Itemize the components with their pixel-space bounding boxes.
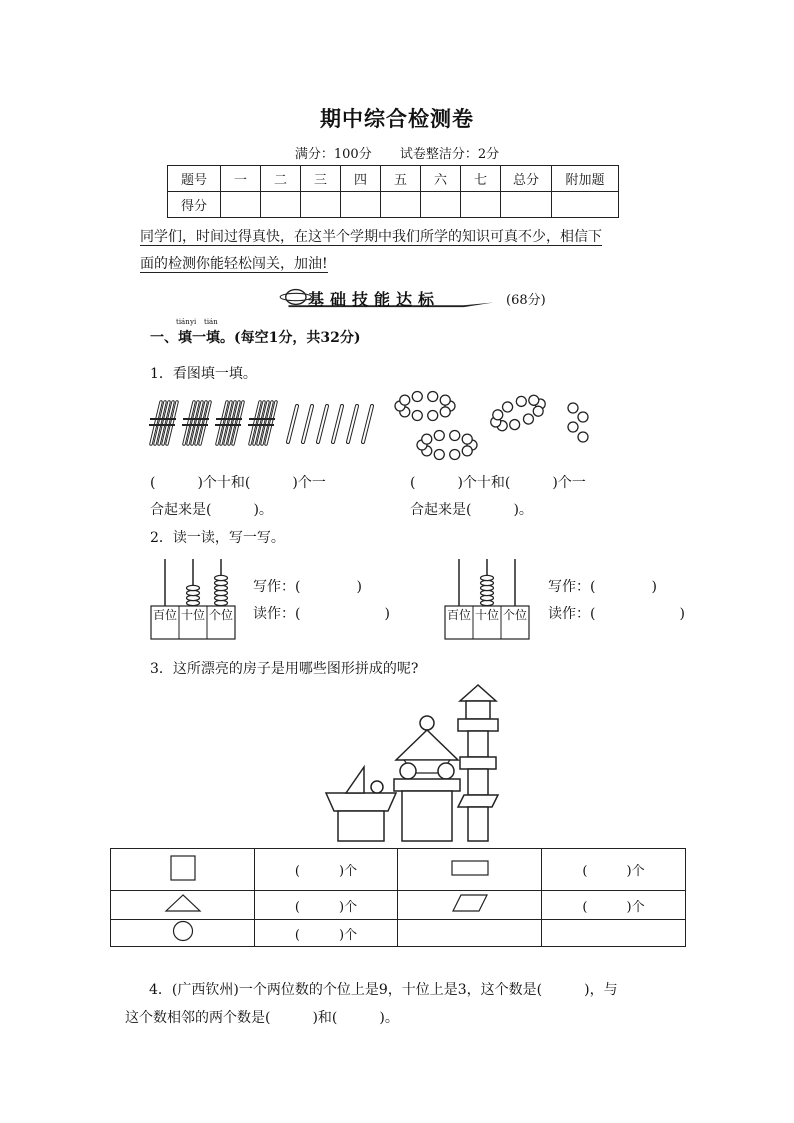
single-stick-highlight [318, 406, 327, 442]
bead [434, 450, 444, 460]
parallelogram-roof-left [326, 793, 396, 811]
place-label-ones: 个位 [208, 608, 233, 622]
score-cell[interactable] [221, 192, 261, 218]
section-prefix: 一、 [150, 330, 178, 346]
subtitle [0, 143, 794, 162]
tower-rectangle [468, 769, 488, 795]
abacus-beads-tens [481, 575, 494, 605]
parallelogram-icon [452, 894, 488, 912]
shapes-count-table [110, 848, 686, 947]
score-header-cell: 七 [461, 166, 501, 192]
bead [440, 407, 450, 417]
single-stick-highlight [303, 406, 312, 442]
roof-triangle [396, 730, 458, 760]
section-char: 填 [178, 330, 192, 346]
score-cell[interactable] [261, 192, 301, 218]
bead [515, 395, 528, 408]
score-table [167, 165, 619, 218]
score-table-score-row [168, 192, 619, 218]
bead [462, 434, 472, 444]
shape-cell-triangle [111, 891, 255, 920]
score-cell[interactable] [381, 192, 421, 218]
q2-left-read: 读作：( ) [253, 606, 390, 622]
stick-bundles [149, 402, 276, 444]
score-table-header-row [168, 166, 619, 192]
pinyin: yi [190, 318, 197, 326]
bead [462, 446, 472, 456]
bead [422, 434, 432, 444]
tower-rectangle [468, 731, 488, 757]
tower-parallelogram [458, 795, 498, 807]
middle-circle-left [400, 763, 416, 779]
left-square [338, 811, 384, 841]
q1-left-line2: 合起来是( )。 [150, 502, 273, 518]
pinyin: tián [176, 318, 190, 326]
bead-groups [395, 389, 588, 460]
single-stick-highlight [348, 406, 357, 442]
tower-rectangle [458, 719, 498, 731]
score-header-cell: 一 [221, 166, 261, 192]
bead-ring [417, 430, 477, 459]
question-3-label: 3．这所漂亮的房子是用哪些图形拼成的呢? [150, 661, 419, 677]
stick-bundle [182, 402, 210, 444]
tower-square [466, 701, 490, 719]
count-cell[interactable]: ( )个 [542, 891, 686, 920]
abacus-bead [481, 575, 494, 580]
banner-score: (68分) [506, 293, 546, 308]
full-score: 满分：100分 [294, 147, 372, 162]
single-stick-highlight [288, 406, 297, 442]
score-header-cell: 三 [301, 166, 341, 192]
count-cell[interactable]: ( )个 [255, 920, 398, 947]
abacus-left [148, 556, 238, 642]
question-2-label: 2．读一读，写一写。 [150, 530, 285, 546]
q1-right-line1: ( )个十和( )个一 [410, 475, 586, 491]
bead [568, 403, 578, 413]
abacus-bead [187, 585, 200, 590]
bead [450, 450, 460, 460]
score-cell[interactable] [552, 192, 619, 218]
middle-square [402, 791, 452, 841]
stick-bundle [215, 402, 243, 444]
triangle-icon [165, 894, 201, 912]
tower-triangle [460, 685, 496, 701]
score-row-label: 得分 [168, 192, 221, 218]
tower-rectangle [460, 757, 496, 769]
shape-cell-parallelogram [398, 891, 542, 920]
bead [440, 395, 450, 405]
question-1-label: 1．看图填一填。 [150, 366, 257, 382]
q4-line-1: 4．(广西钦州)一个两位数的个位上是9，十位上是3，这个数是( )，与 [149, 982, 618, 998]
banner-title: 基础技能达标 [308, 290, 441, 309]
bead [434, 430, 444, 440]
score-cell[interactable] [301, 192, 341, 218]
tower-base-rectangle [468, 807, 488, 841]
bead [412, 391, 422, 401]
intro-paragraph [140, 224, 660, 278]
empty-cell [542, 920, 686, 947]
place-label-hundreds: 百位 [446, 608, 471, 622]
place-label-tens: 十位 [474, 608, 499, 622]
score-header-cell: 总分 [501, 166, 552, 192]
square-icon [170, 855, 196, 881]
abacus-beads-ones [215, 575, 228, 605]
q2-left-write: 写作：( ) [253, 579, 362, 595]
small-circle [371, 781, 383, 793]
bead [400, 395, 410, 405]
shape-cell-rectangle [398, 849, 542, 891]
score-cell[interactable] [501, 192, 552, 218]
score-header-cell: 五 [381, 166, 421, 192]
q4-line-2: 这个数相邻的两个数是( )和( )。 [125, 1010, 399, 1026]
bead [578, 432, 588, 442]
shapes-row [111, 891, 686, 920]
bead [508, 418, 521, 431]
bead [522, 413, 535, 426]
top-circle [420, 716, 434, 730]
rectangle-icon [451, 860, 489, 876]
score-header-cell: 附加题 [552, 166, 619, 192]
score-header-cell: 二 [261, 166, 301, 192]
shapes-row [111, 920, 686, 947]
score-header-cell: 题号 [168, 166, 221, 192]
abacus-right [442, 556, 532, 642]
single-stick-highlight [333, 406, 342, 442]
abacus-beads-tens [187, 585, 200, 605]
sticks-picture [145, 398, 385, 448]
section-heading [150, 318, 361, 347]
bead-ring [486, 389, 551, 438]
score-cell[interactable] [341, 192, 381, 218]
shapes-row [111, 849, 686, 891]
bead [501, 400, 514, 413]
q2-right-read: 读作：( ) [548, 606, 685, 622]
bead [578, 412, 588, 422]
question-4 [125, 976, 685, 1032]
count-cell[interactable]: ( )个 [542, 849, 686, 891]
house-picture [320, 683, 520, 843]
bead [450, 430, 460, 440]
middle-rectangle [394, 779, 460, 791]
count-cell[interactable]: ( )个 [255, 891, 398, 920]
place-label-hundreds: 百位 [152, 608, 177, 622]
score-header-cell: 四 [341, 166, 381, 192]
q2-right-write: 写作：( ) [548, 579, 657, 595]
circle-icon [172, 920, 194, 942]
page-title: 期中综合检测卷 [320, 106, 474, 131]
stick-bundle [149, 402, 177, 444]
bead [428, 411, 438, 421]
section-char: 填 [206, 330, 220, 346]
empty-cell [398, 920, 542, 947]
single-sticks [288, 406, 372, 442]
shape-cell-square [111, 849, 255, 891]
single-stick-highlight [363, 406, 372, 442]
intro-line-1: 同学们，时间过得真快，在这半个学期中我们所学的知识可真不少，相信下 [140, 229, 602, 245]
bead [428, 391, 438, 401]
middle-circle-right [438, 763, 454, 779]
score-cell[interactable] [421, 192, 461, 218]
bead [412, 411, 422, 421]
triangle-flag [346, 767, 364, 793]
q1-left-line1: ( )个十和( )个一 [150, 475, 326, 491]
bead-ring [395, 391, 455, 420]
pinyin: tián [204, 318, 218, 326]
score-cell[interactable] [461, 192, 501, 218]
intro-line-2: 面的检测你能轻松闯关，加油! [140, 256, 328, 272]
section-char: 一 [192, 330, 206, 346]
abacus-bead [215, 575, 228, 580]
q1-right-line2: 合起来是( )。 [410, 502, 533, 518]
bead [568, 422, 578, 432]
neatness-score: 试卷整洁分：2分 [399, 147, 500, 162]
beads-picture [390, 385, 610, 465]
planet-icon [286, 290, 306, 305]
shape-cell-circle [111, 920, 255, 947]
place-label-ones: 个位 [502, 608, 527, 622]
score-header-cell: 六 [421, 166, 461, 192]
section-suffix: 。(每空1分，共32分) [220, 330, 361, 346]
count-cell[interactable]: ( )个 [255, 849, 398, 891]
place-label-tens: 十位 [180, 608, 205, 622]
stick-bundle [248, 402, 276, 444]
